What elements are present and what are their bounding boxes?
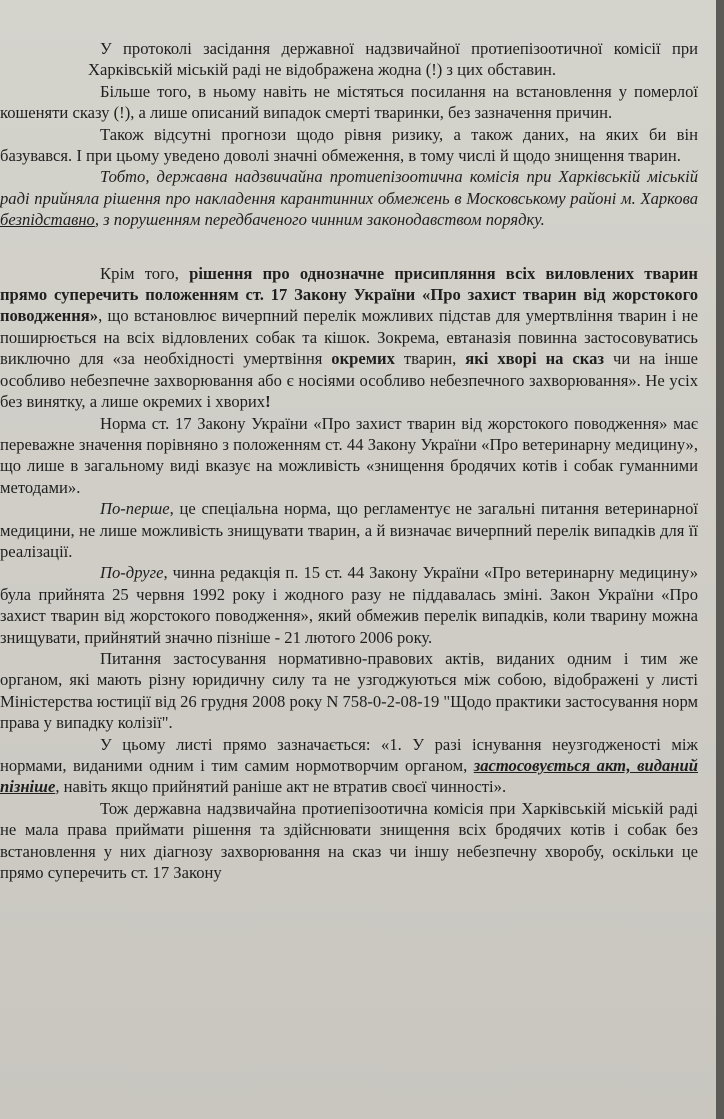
second-text: , чинна редакція п. 15 ст. 44 Закону України «Про ветеринарну медицину» була прийнята 25 червня 1992 року і жодного разу не піддавалась зміні. Закон України «Про захист тварин від жорстокого поводження», який обмежив перелік випадків, коли тварину можна знищувати, прийнятий значно пізніше - 21 лютого 2006 року. [0,563,698,647]
paragraph-norm [0,413,698,499]
besides-text: , що встановлює вичерпний перелік можливих підстав для умертвління тварин і не поширюється на всіх відловлених собак та кішок. Зокрема, евтаназія повинна застосовуватись виключно для «за необхідності умертвіння [0,306,698,369]
paragraph-second [0,562,698,648]
besides-text-2: тварин, [394,349,466,369]
paragraph-application [0,648,698,734]
paragraph-moreover [0,81,698,124]
conclusion-text-end: , з порушенням передбаченого чинним законодавством порядку. [94,210,545,230]
paragraph-letter [0,734,698,798]
section-gap [100,231,698,263]
letter-text-end: , навіть якщо прийнятий раніше акт не втратив своєї чинності». [55,777,507,797]
besides-text-3: чи на інше особливо небезпечне захворювання або є носіями особливо небезпечного захворювання». Не усіх без винятку, а лише окремих і хворих [0,349,698,412]
paragraph-protocol-text: У протоколі засідання державної надзвичайної протиепізоотичної комісії при Харківській міській раді не відображена жодна (!) з цих обставин. [88,39,698,80]
first-text: , це спеціальна норма, що регламентує не загальні питання ветеринарної медицини, не лише можливість знищувати тварин, а й визначає вичерпний перелік випадків для її реалізації. [0,499,698,561]
paragraph-protocol [88,38,698,81]
paragraph-forecasts [0,124,698,167]
paragraph-conclusion [0,166,698,230]
conclusion-text-start: Тобто, державна надзвичайна протиепізоотична комісія при Харківській міській раді прийняла рішення про накладення карантинних обмежень в Московському районі м. Харкова [0,167,698,208]
letter-text-start: У цьому листі прямо зазначається: «1. У разі існування неузгодженості між нормами, виданими одним і тим самим нормотворчим органом, [0,734,698,775]
paragraph-besides [0,263,698,413]
paragraph-therefore [0,798,698,884]
paragraph-first [0,498,698,562]
paragraph-forecasts-text: Також відсутні прогнози щодо рівня ризику, а також даних, на яких би він базувався. І при цьому уведено доволі значні обмеження, в тому числі й щодо знищення тварин. [0,124,698,166]
second-label: По-друге [100,563,164,583]
paragraph-application-text: Питання застосування нормативно-правових актів, виданих одним і тим же органом, які мають різну юридичну силу та не узгоджуються між собою, відображені у листі Міністерства юстиції від 26 грудня 2008 року N 758-0-2-08-19 "Щодо практики застосування норм права у випадку колізії". [0,648,698,733]
besides-intro: Крім того, [100,263,190,283]
besides-bold-rabies: які хворі на сказ [465,349,605,369]
conclusion-underlined: безпідставно [0,210,95,230]
besides-bold-claim: рішення про однозначне присипляння всіх виловлених тварин прямо суперечить положенням ст. 17 Закону України «Про захист тварин від жорстокого поводження» [0,263,698,326]
besides-exclamation: ! [265,392,271,412]
letter-underlined-quote: застосовується акт, виданий пізніше [0,756,698,797]
besides-bold-individual: окремих [331,349,395,369]
page-edge-shadow [716,0,724,1119]
paragraph-therefore-text: Тож державна надзвичайна протиепізоотична комісія при Харківській міській раді не мала права приймати рішення та здійснювати знищення всіх бродячих котів і собак без встановлення у них діагнозу захворювання на сказ чи іншу небезпечну хворобу, оскільки це прямо суперечить ст. 17 Закону [0,798,698,883]
paragraph-moreover-text: Більше того, в ньому навіть не містяться посилання на встановлення у померлої кошеняти сказу (!), а лише описаний випадок смерті тваринки, без зазначення причин. [0,81,698,123]
first-label: По-перше [100,499,170,519]
paragraph-norm-text: Норма ст. 17 Закону України «Про захист тварин від жорстокого поводження» має переважне значення порівняно з положенням ст. 44 Закону України «Про ветеринарну медицину», що лише в загальному виді вказує на можливість «знищення бродячих котів і собак гуманними методами». [0,413,698,497]
